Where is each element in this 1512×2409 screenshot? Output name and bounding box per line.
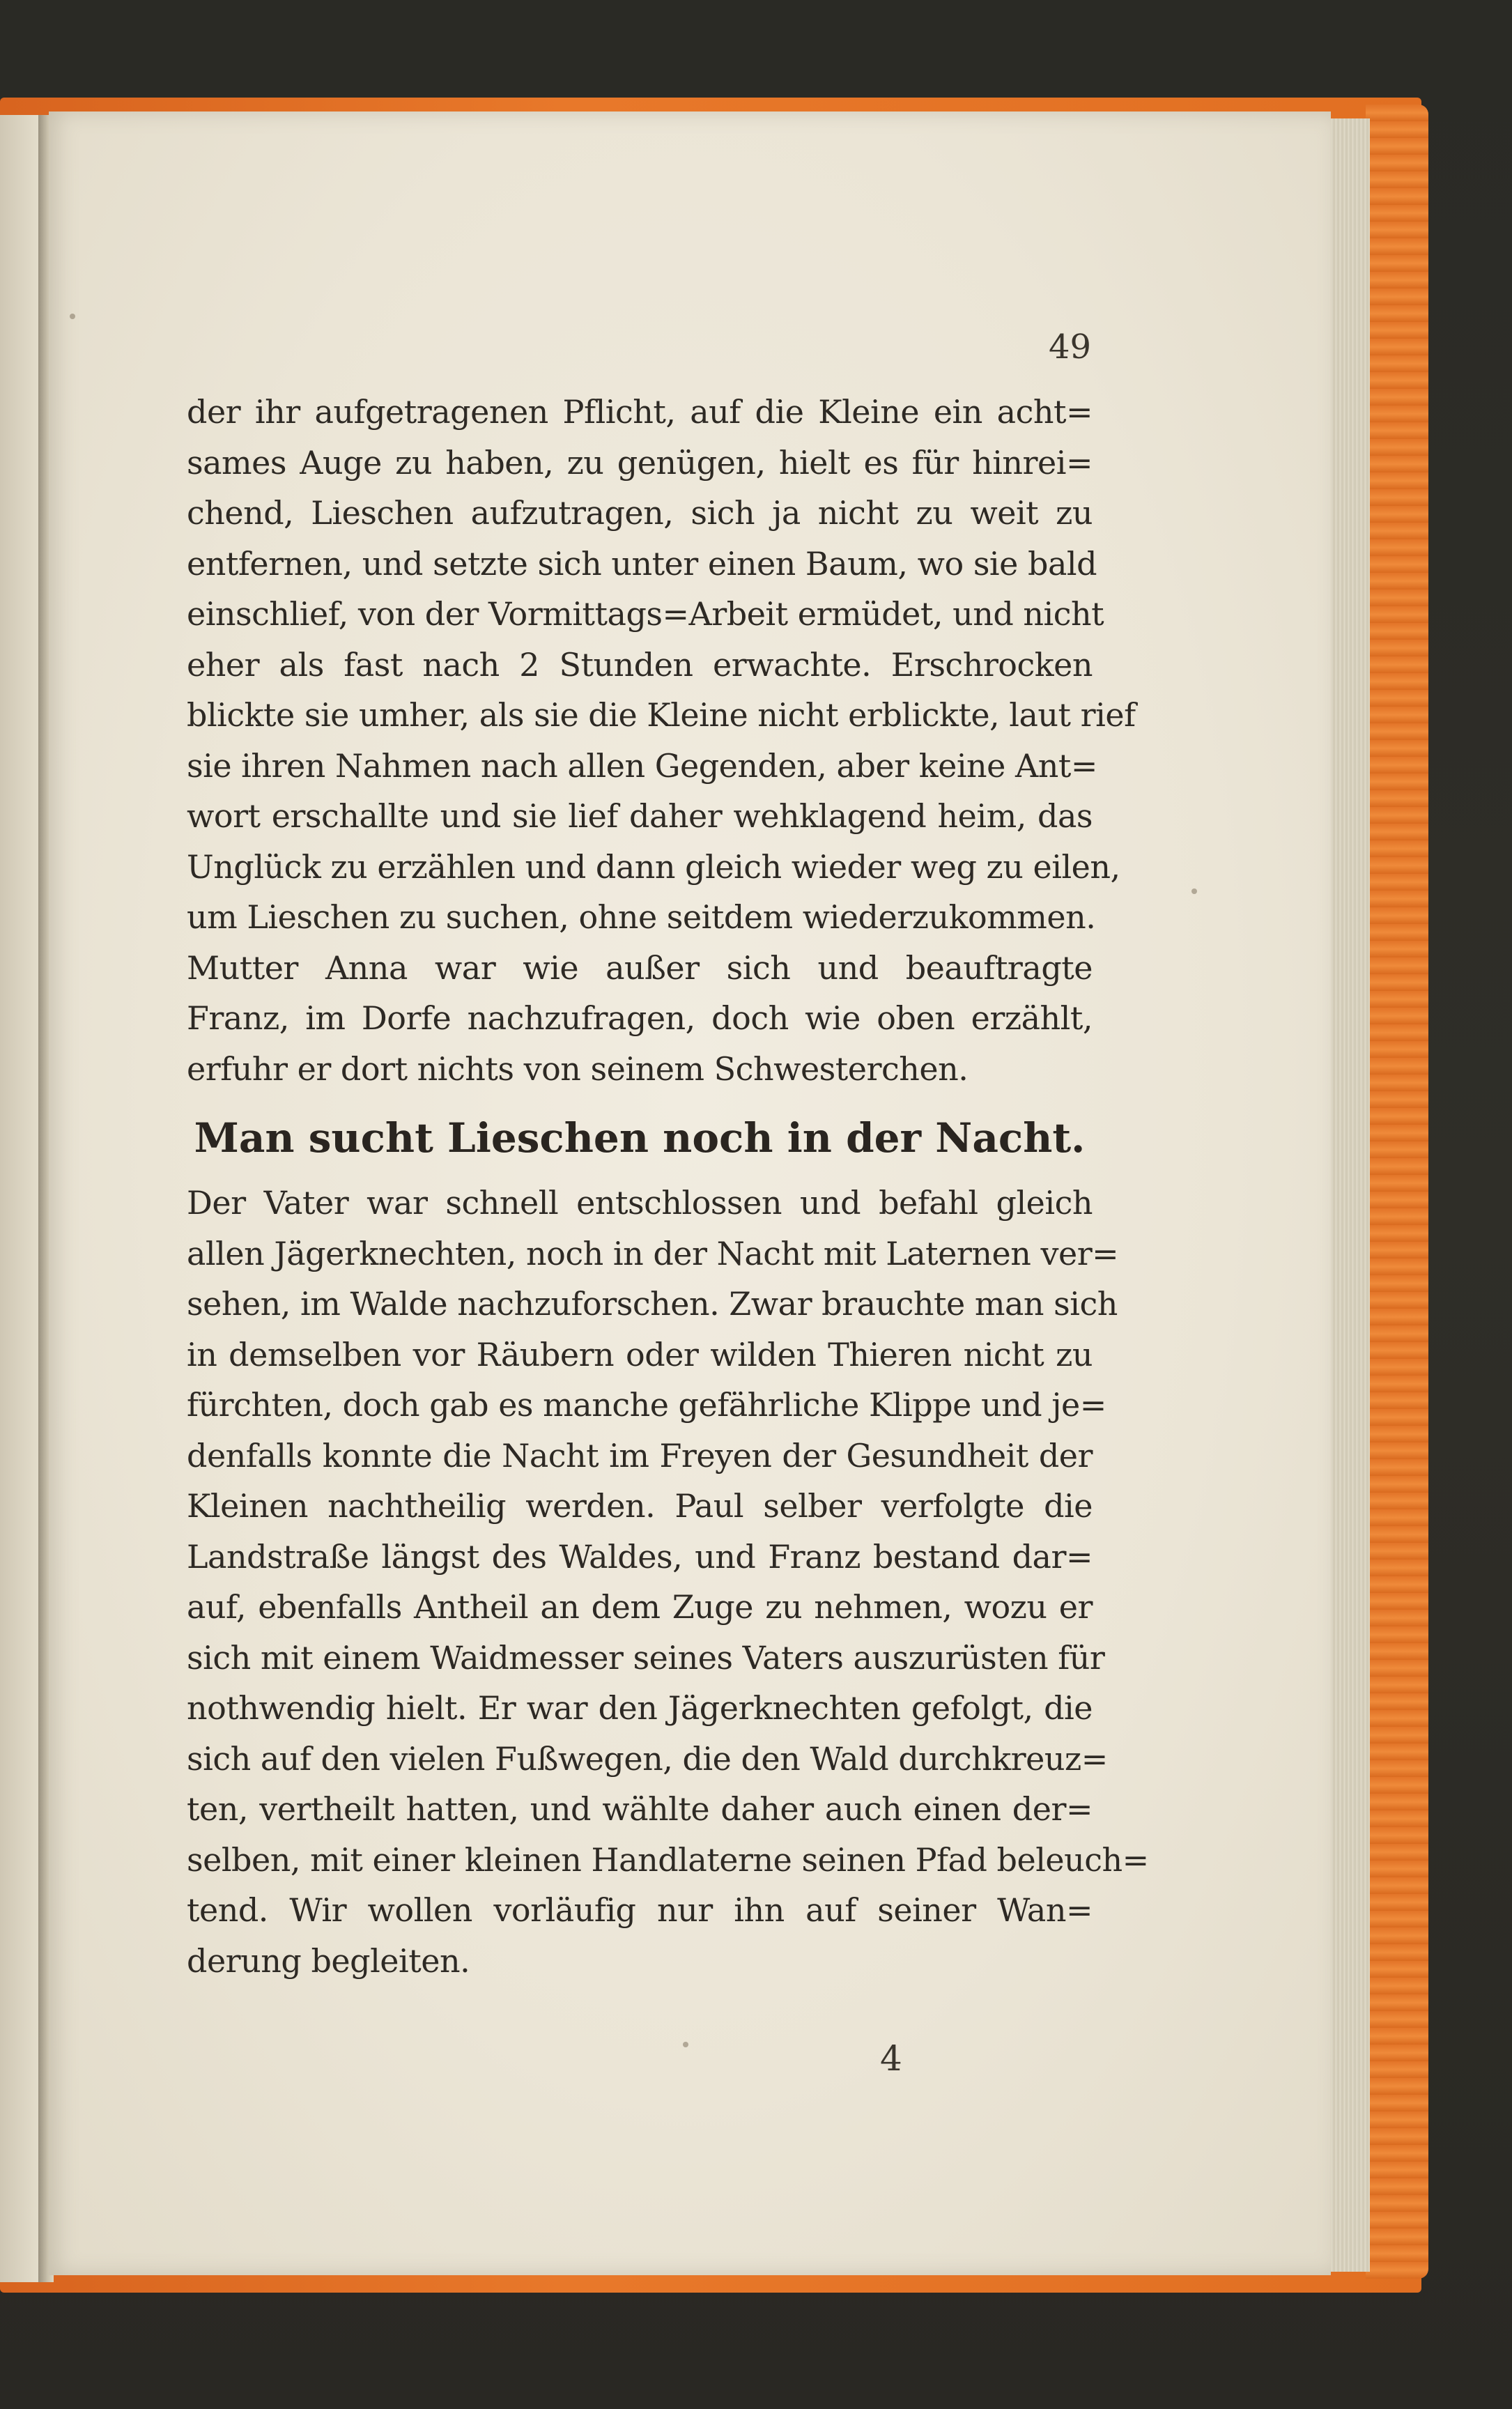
facing-page-edge	[0, 115, 42, 2282]
paper-speck	[683, 2042, 688, 2047]
paper-speck	[70, 314, 75, 319]
text-line: denfalls konnte die Nacht im Freyen der Gesundheit der	[187, 1436, 1093, 1475]
text-line: derung begleiten.	[187, 1941, 470, 1980]
text-line: tend. Wir wollen vorläufig nur ihn auf seiner Wan=	[187, 1891, 1093, 1929]
text-line: allen Jägerknechten, noch in der Nacht mit Laternen ver=	[187, 1234, 1119, 1272]
text-line: Unglück zu erzählen und dann gleich wieder weg zu eilen,	[187, 847, 1120, 886]
text-line: ten, vertheilt hatten, und wählte daher auch einen der=	[187, 1790, 1093, 1828]
text-line: fürchten, doch gab es manche gefährliche Klippe und je=	[187, 1386, 1106, 1424]
text-line: der ihr aufgetragenen Pflicht, auf die Kleine ein acht=	[187, 393, 1093, 431]
text-line: chend, Lieschen aufzutragen, sich ja nicht zu weit zu	[187, 494, 1093, 532]
text-line: in demselben vor Räubern oder wilden Thieren nicht zu	[187, 1335, 1093, 1373]
text-line: auf, ebenfalls Antheil an dem Zuge zu nehmen, wozu er	[187, 1588, 1093, 1626]
text-line: sehen, im Walde nachzuforschen. Zwar brauchte man sich	[187, 1285, 1118, 1323]
paper-speck	[1191, 888, 1197, 894]
text-line: sie ihren Nahmen nach allen Gegenden, aber keine Ant=	[187, 746, 1097, 785]
text-line: Landstraße längst des Waldes, und Franz bestand dar=	[187, 1537, 1093, 1576]
text-line: eher als fast nach 2 Stunden erwachte. Erschrocken	[187, 645, 1093, 684]
text-line: Kleinen nachtheilig werden. Paul selber verfolgte die	[187, 1487, 1093, 1525]
text-line: entfernen, und setzte sich unter einen Baum, wo sie bald	[187, 544, 1097, 583]
text-line: sich auf den vielen Fußwegen, die den Wald durchkreuz=	[187, 1739, 1108, 1778]
paragraph-2	[187, 1178, 1149, 1986]
body-text	[187, 387, 1149, 1986]
text-line: um Lieschen zu suchen, ohne seitdem wiederzukommen.	[187, 898, 1096, 936]
text-line: wort erschallte und sie lief daher wehklagend heim, das	[187, 797, 1093, 835]
page-number: 49	[1049, 328, 1092, 367]
text-line: erfuhr er dort nichts von seinem Schwesterchen.	[187, 1049, 969, 1088]
section-heading: Man sucht Lieschen noch in der Nacht.	[194, 1114, 1086, 1162]
text-line: blickte sie umher, als sie die Kleine nicht erblickte, laut rief	[187, 696, 1136, 734]
paragraph-1	[187, 387, 1136, 1094]
text-line: nothwendig hielt. Er war den Jägerknechten gefolgt, die	[187, 1689, 1093, 1727]
text-line: einschlief, von der Vormittags=Arbeit ermüdet, und nicht	[187, 595, 1104, 633]
text-line: sames Auge zu haben, zu genügen, hielt es für hinrei=	[187, 443, 1093, 482]
text-line: sich mit einem Waidmesser seines Vaters auszurüsten für	[187, 1638, 1105, 1677]
cover-edge	[1366, 105, 1428, 2279]
text-line: selben, mit einer kleinen Handlaterne seinen Pfad beleuch=	[187, 1840, 1149, 1879]
text-line: Mutter Anna war wie außer sich und beauftragte	[187, 948, 1093, 987]
text-line: Der Vater war schnell entschlossen und befahl gleich	[187, 1184, 1093, 1222]
signature-mark: 4	[880, 2038, 902, 2079]
text-line: Franz, im Dorfe nachzufragen, doch wie oben erzählt,	[187, 999, 1093, 1037]
